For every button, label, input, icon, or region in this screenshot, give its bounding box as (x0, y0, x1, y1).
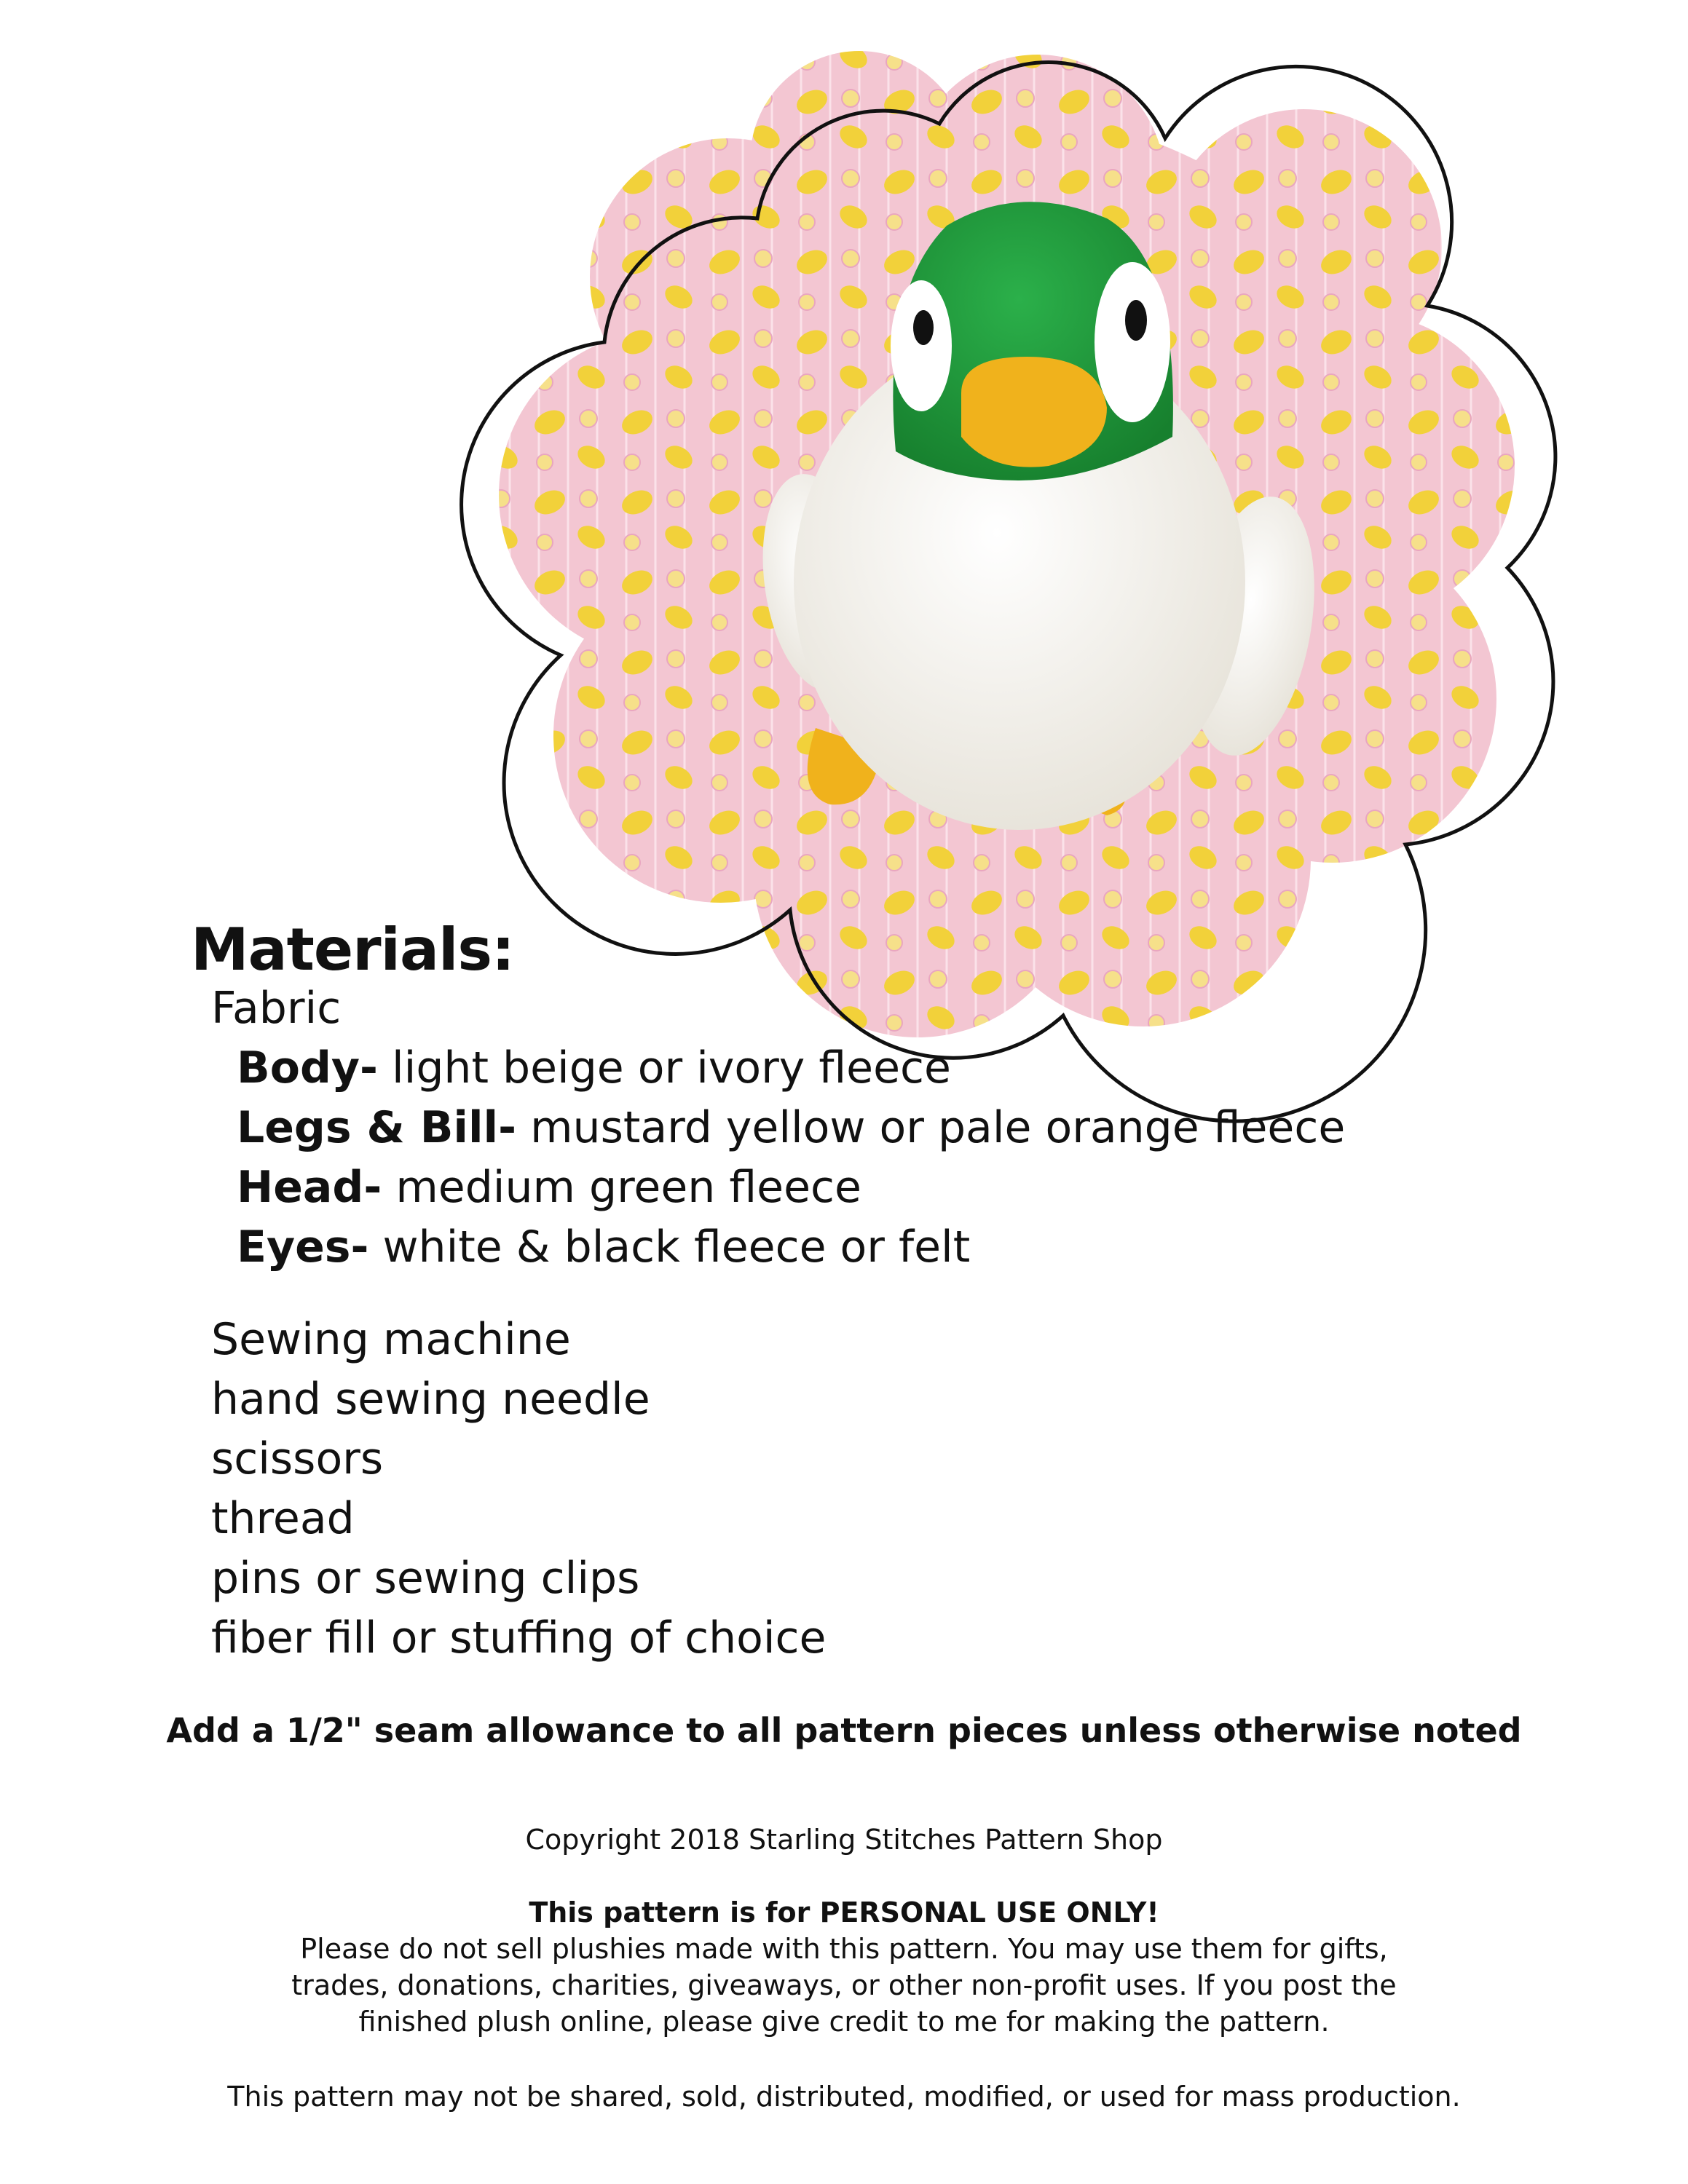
tool-item: hand sewing needle (211, 1374, 650, 1425)
tool-item: pins or sewing clips (211, 1553, 640, 1604)
tool-item: Sewing machine (211, 1314, 571, 1365)
fabric-part: Eyes- (237, 1222, 369, 1273)
tool-item: scissors (211, 1433, 384, 1484)
tool-item: thread (211, 1493, 355, 1544)
fabric-part: Head- (237, 1162, 382, 1213)
fabric-part: Body- (237, 1042, 378, 1093)
fabric-desc: white & black fleece or felt (382, 1222, 971, 1273)
fabric-item-eyes (237, 1222, 970, 1273)
tool-item: fiber fill or stuffing of choice (211, 1613, 827, 1663)
copyright-text: Copyright 2018 Starling Stitches Pattern Shop (525, 1824, 1163, 1856)
seam-allowance-note: Add a 1/2" seam allowance to all pattern pieces unless otherwise noted (166, 1711, 1522, 1750)
distribution-notice: This pattern may not be shared, sold, distributed, modified, or used for mass production. (227, 2081, 1461, 2113)
fabric-item-body (237, 1042, 951, 1093)
license-line: finished plush online, please give credit to me for making the pattern. (358, 2006, 1330, 2038)
license-line: Please do not sell plushies made with this pattern. You may use them for gifts, (300, 1933, 1388, 1965)
license-line: trades, donations, charities, giveaways, or other non-profit uses. If you post the (291, 1969, 1397, 2001)
fabric-item-legs-bill (237, 1102, 1345, 1153)
fabric-part: Legs & Bill- (237, 1102, 517, 1153)
fabric-desc: light beige or ivory fleece (392, 1042, 951, 1093)
fabric-desc: mustard yellow or pale orange fleece (530, 1102, 1346, 1153)
fabric-item-head (237, 1162, 861, 1213)
license-title: This pattern is for PERSONAL USE ONLY! (529, 1896, 1159, 1928)
fabric-label: Fabric (211, 983, 342, 1034)
materials-heading: Materials: (191, 916, 514, 984)
fabric-desc: medium green fleece (395, 1162, 861, 1213)
